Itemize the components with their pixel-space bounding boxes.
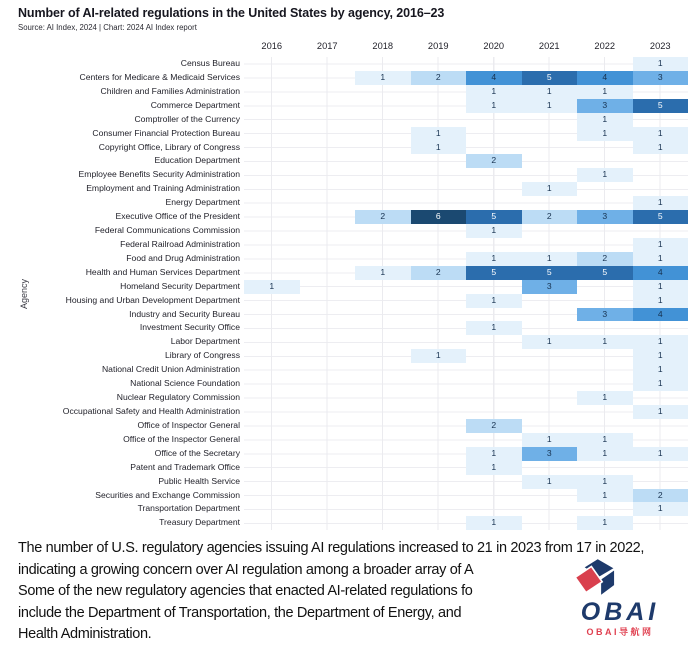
x-axis-year-labels xyxy=(244,39,688,53)
caption-line: include the Department of Transportation, the Department of Energy, and xyxy=(18,604,462,621)
chart-title: Number of AI-related regulations in the United States by agency, 2016–23 xyxy=(18,6,445,20)
heatmap-cell: 1 xyxy=(577,85,633,99)
heatmap-cell: 1 xyxy=(522,475,578,489)
heatmap-cell: 5 xyxy=(522,71,578,85)
heatmap-cell: 2 xyxy=(522,210,578,224)
heatmap-cell: 2 xyxy=(411,266,467,280)
agency-label: National Science Foundation xyxy=(130,378,240,389)
heatmap-cell: 4 xyxy=(633,266,689,280)
heatmap-cell: 2 xyxy=(577,252,633,266)
heatmap-cell: 1 xyxy=(633,294,689,308)
heatmap-cell: 2 xyxy=(355,210,411,224)
agency-label: Housing and Urban Development Department xyxy=(65,294,240,305)
heatmap-cell: 1 xyxy=(355,71,411,85)
heatmap-cell: 1 xyxy=(577,475,633,489)
agency-label: National Credit Union Administration xyxy=(101,364,240,375)
watermark-subtext: OBAI导航网 xyxy=(586,627,654,637)
heatmap-cell: 5 xyxy=(522,266,578,280)
heatmap-cell: 1 xyxy=(466,99,522,113)
heatmap-cell: 2 xyxy=(466,154,522,168)
heatmap-cell: 3 xyxy=(633,71,689,85)
heatmap-cell: 4 xyxy=(577,71,633,85)
agency-label: Public Health Service xyxy=(158,475,240,486)
heatmap-cell: 1 xyxy=(522,335,578,349)
heatmap-cell: 1 xyxy=(577,447,633,461)
heatmap-cell: 4 xyxy=(466,71,522,85)
heatmap-cell: 1 xyxy=(466,294,522,308)
heatmap-cell: 1 xyxy=(522,433,578,447)
year-tick-label: 2017 xyxy=(316,41,338,51)
heatmap-cell: 3 xyxy=(577,99,633,113)
heatmap-cell: 1 xyxy=(633,57,689,71)
heatmap-cell: 3 xyxy=(577,308,633,322)
heatmap-cell: 5 xyxy=(577,266,633,280)
agency-label: Industry and Security Bureau xyxy=(129,308,240,319)
agency-label: Library of Congress xyxy=(165,350,240,361)
agency-label: Office of the Inspector General xyxy=(123,433,240,444)
year-tick-label: 2018 xyxy=(372,41,394,51)
caption-line: indicating a growing concern over AI regulation among a broader array of A xyxy=(18,561,474,578)
heatmap-cell: 1 xyxy=(466,224,522,238)
year-tick-label: 2016 xyxy=(261,41,283,51)
caption-line: The number of U.S. regulatory agencies issuing AI regulations increased to 21 in 2023 from 17 in 2022, xyxy=(18,540,645,556)
heatmap-cell: 5 xyxy=(466,210,522,224)
agency-label: Labor Department xyxy=(170,336,240,347)
agency-label: Patent and Trademark Office xyxy=(130,461,240,472)
caption-line: Health Administration. xyxy=(18,626,152,643)
agency-label: Copyright Office, Library of Congress xyxy=(98,141,240,152)
agency-label: Commerce Department xyxy=(150,99,240,110)
heatmap-cell: 1 xyxy=(633,252,689,266)
heatmap-cell: 2 xyxy=(411,71,467,85)
heatmap-cell: 1 xyxy=(633,447,689,461)
agency-label: Office of Inspector General xyxy=(137,419,240,430)
watermark-logo xyxy=(540,556,700,647)
heatmap-cell: 2 xyxy=(633,489,689,503)
heatmap-cell: 1 xyxy=(577,489,633,503)
heatmap-cell: 1 xyxy=(466,447,522,461)
heatmap-cell: 1 xyxy=(633,335,689,349)
heatmap-cell: 1 xyxy=(522,252,578,266)
heatmap-cell: 1 xyxy=(633,405,689,419)
agency-label: Securities and Exchange Commission xyxy=(95,489,240,500)
heatmap-panel xyxy=(244,57,688,530)
heatmap-cell: 1 xyxy=(522,99,578,113)
cube-logo-icon xyxy=(568,557,622,603)
agency-label: Children and Families Administration xyxy=(100,85,240,96)
agency-label: Federal Communications Commission xyxy=(94,225,240,236)
agency-label: Consumer Financial Protection Bureau xyxy=(92,127,240,138)
year-tick-label: 2020 xyxy=(483,41,505,51)
heatmap-cell: 1 xyxy=(411,349,467,363)
heatmap-cell: 3 xyxy=(522,447,578,461)
agency-label: Office of the Secretary xyxy=(154,447,240,458)
heatmap-cell: 6 xyxy=(411,210,467,224)
agency-label: Treasury Department xyxy=(159,517,240,528)
heatmap-cell: 2 xyxy=(466,419,522,433)
agency-label: Health and Human Services Department xyxy=(85,266,240,277)
year-tick-label: 2019 xyxy=(427,41,449,51)
heatmap-cell: 1 xyxy=(577,168,633,182)
heatmap-cell: 1 xyxy=(577,113,633,127)
agency-label: Centers for Medicare & Medicaid Services xyxy=(79,71,240,82)
heatmap-cell: 1 xyxy=(577,127,633,141)
heatmap-cell: 1 xyxy=(633,127,689,141)
heatmap-cell: 1 xyxy=(633,141,689,155)
heatmap-cell: 1 xyxy=(633,196,689,210)
heatmap-cell: 3 xyxy=(577,210,633,224)
year-tick-label: 2022 xyxy=(594,41,616,51)
heatmap-cell: 1 xyxy=(411,141,467,155)
agency-label: Comptroller of the Currency xyxy=(134,113,240,124)
agency-label: Energy Department xyxy=(165,197,240,208)
heatmap-cell: 1 xyxy=(577,516,633,530)
heatmap-cell: 3 xyxy=(522,280,578,294)
heatmap-cell: 1 xyxy=(466,85,522,99)
heatmap-cell: 4 xyxy=(633,308,689,322)
year-tick-label: 2021 xyxy=(538,41,560,51)
heatmap-cell: 1 xyxy=(577,335,633,349)
heatmap-cell: 5 xyxy=(633,210,689,224)
heatmap-cell: 1 xyxy=(633,363,689,377)
agency-label: Employment and Training Administration xyxy=(86,183,240,194)
watermark-brand-text: OBAI xyxy=(580,598,660,626)
heatmap-cell: 1 xyxy=(633,280,689,294)
agency-label: Executive Office of the President xyxy=(115,211,240,222)
heatmap-cell: 1 xyxy=(244,280,300,294)
agency-label: Homeland Security Department xyxy=(120,280,240,291)
agency-label: Education Department xyxy=(154,155,240,166)
caption-line: Some of the new regulatory agencies that enacted AI-related regulations fo xyxy=(18,583,473,600)
heatmap-cell: 1 xyxy=(577,433,633,447)
agency-label: Census Bureau xyxy=(180,58,240,68)
heatmap-cell: 1 xyxy=(633,238,689,252)
heatmap-cell: 1 xyxy=(577,391,633,405)
heatmap-cell: 1 xyxy=(633,502,689,516)
heatmap-cell: 1 xyxy=(466,516,522,530)
heatmap-cell: 1 xyxy=(355,266,411,280)
y-axis-label: Agency xyxy=(19,278,29,310)
agency-label: Food and Drug Administration xyxy=(126,252,240,263)
agency-label: Nuclear Regulatory Commission xyxy=(116,392,240,403)
heatmap-cell: 1 xyxy=(466,252,522,266)
year-tick-label: 2023 xyxy=(649,41,671,51)
agency-label: Occupational Safety and Health Administration xyxy=(62,406,240,416)
heatmap-cell: 1 xyxy=(522,182,578,196)
heatmap-cell: 1 xyxy=(466,321,522,335)
chart-source: Source: AI Index, 2024 | Chart: 2024 AI Index report xyxy=(18,23,197,32)
agency-label: Federal Railroad Administration xyxy=(120,238,240,249)
heatmap-cell: 1 xyxy=(466,461,522,475)
heatmap-cell: 5 xyxy=(633,99,689,113)
heatmap-cell: 1 xyxy=(633,377,689,391)
heatmap-cell: 1 xyxy=(633,349,689,363)
agency-label: Transportation Department xyxy=(137,503,240,514)
agency-label: Investment Security Office xyxy=(139,322,240,333)
heatmap-cell: 1 xyxy=(411,127,467,141)
heatmap-cell: 1 xyxy=(522,85,578,99)
heatmap-cell: 5 xyxy=(466,266,522,280)
agency-label: Employee Benefits Security Administration xyxy=(78,169,240,180)
